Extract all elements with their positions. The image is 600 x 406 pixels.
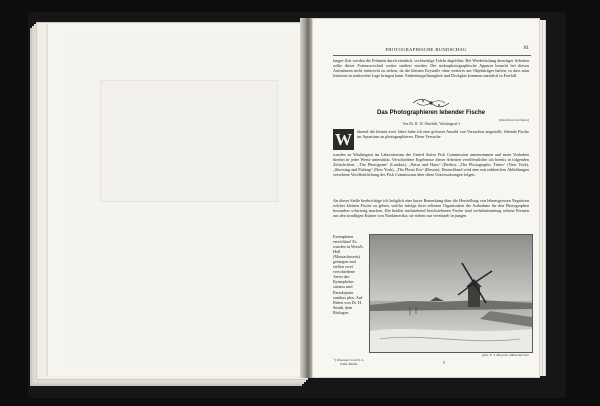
paragraph-1: wurden zu Washington im Laboratorium der United States Fish Commission unternommen und mein Vorhaben hierbei in jeder Weise unterstützt. Verschiedene Ergebnisse dieser Arbeiten veröffentlichte ich bereits in folgenden Zeitschriften: „The Photogram“ (London), „Natur und Haus“ (Berlin), „The Photographic Times“ (New York), „Shooting and Fishing“ (New York), „The Photo Era“ (Boston). Deutschland wird eine mit zahlreichen Abbildungen versehene Veröffentlichung des Fish Commission über diese Untersuchungen folgen. <box>333 152 529 178</box>
paragraph-opening: ährend der letzten zwei Jahre habe ich eine grössere Anzahl von Versuchen angestellt, lebende Fische im Aquarium zu photographieren. Diese Versuche <box>357 129 529 140</box>
paragraph-2: An dieser Stelle beabsichtige ich lediglich eine kurze Bemerkung über die Herstellung von lebensgrossen Negativen solcher kleinen Fische zu geben, welche infolge ihrer seltenen Organisation die Aufnahme für den Photographen besonders schwierig machen. Die beiden nachstehend beschriebenen Fische sind verhältnismässig seltene Formen aus den strudligen Küsten von Nordamerika; sie stehen nur vereinzelt in jungen <box>333 198 529 219</box>
footnote: ¹) Übersetzt von Dr. L. Weiß, Berlin. <box>333 358 365 366</box>
ornament-icon <box>411 97 451 109</box>
right-page <box>312 18 540 378</box>
side-column-text: Exemplaren erreichbar! Es wurden in Wood's Holl (Massachusetts) gefangen und stellen zwei verschiedene Arten dar: Epinephelus striatus und Paradoparia xanthus plus. Auf Bitten von Dr. H. Smith, dem Biologen <box>333 234 364 315</box>
article-title: Das Photographieren lebender Fische <box>376 110 486 116</box>
drop-cap: W <box>335 130 352 149</box>
reprint-note: [Nachdruck verboten] <box>498 118 529 122</box>
windmill-photograph <box>369 234 533 353</box>
page-number: 81 <box>524 46 529 51</box>
intro-paragraph: langer Zeit werden die Prämien durch ziemlich, sechsseitige Tafeln abgeführt. Bei Wiederholung derartiger Arbeiten sollte dieser Fortenswechsel weiter studiert werden. Der mikrophotographische Apparat braucht bei diesen Aufnahmen nicht senkrecht zu stehen, da die kleinen Krystalle ohne weiteres am Objektträger haften, so dass man letzteren in senkrechte Lage bringen kann. Einbettungsflüssigkeit und Deckglas kommen natürlich in Fortfall. <box>333 58 529 79</box>
plate-show-through <box>100 80 278 202</box>
signature-mark: 5 <box>443 360 445 365</box>
running-header: PHOTOGRAPHISCHE RUNDSCHAU <box>385 47 467 52</box>
article-author: Von Dr. R. W. Shufeldt, Washington¹) <box>402 122 460 126</box>
photo-caption: phot. F. J. Meyeren, Mutterkirchen <box>482 353 529 357</box>
header-rule <box>333 55 531 56</box>
